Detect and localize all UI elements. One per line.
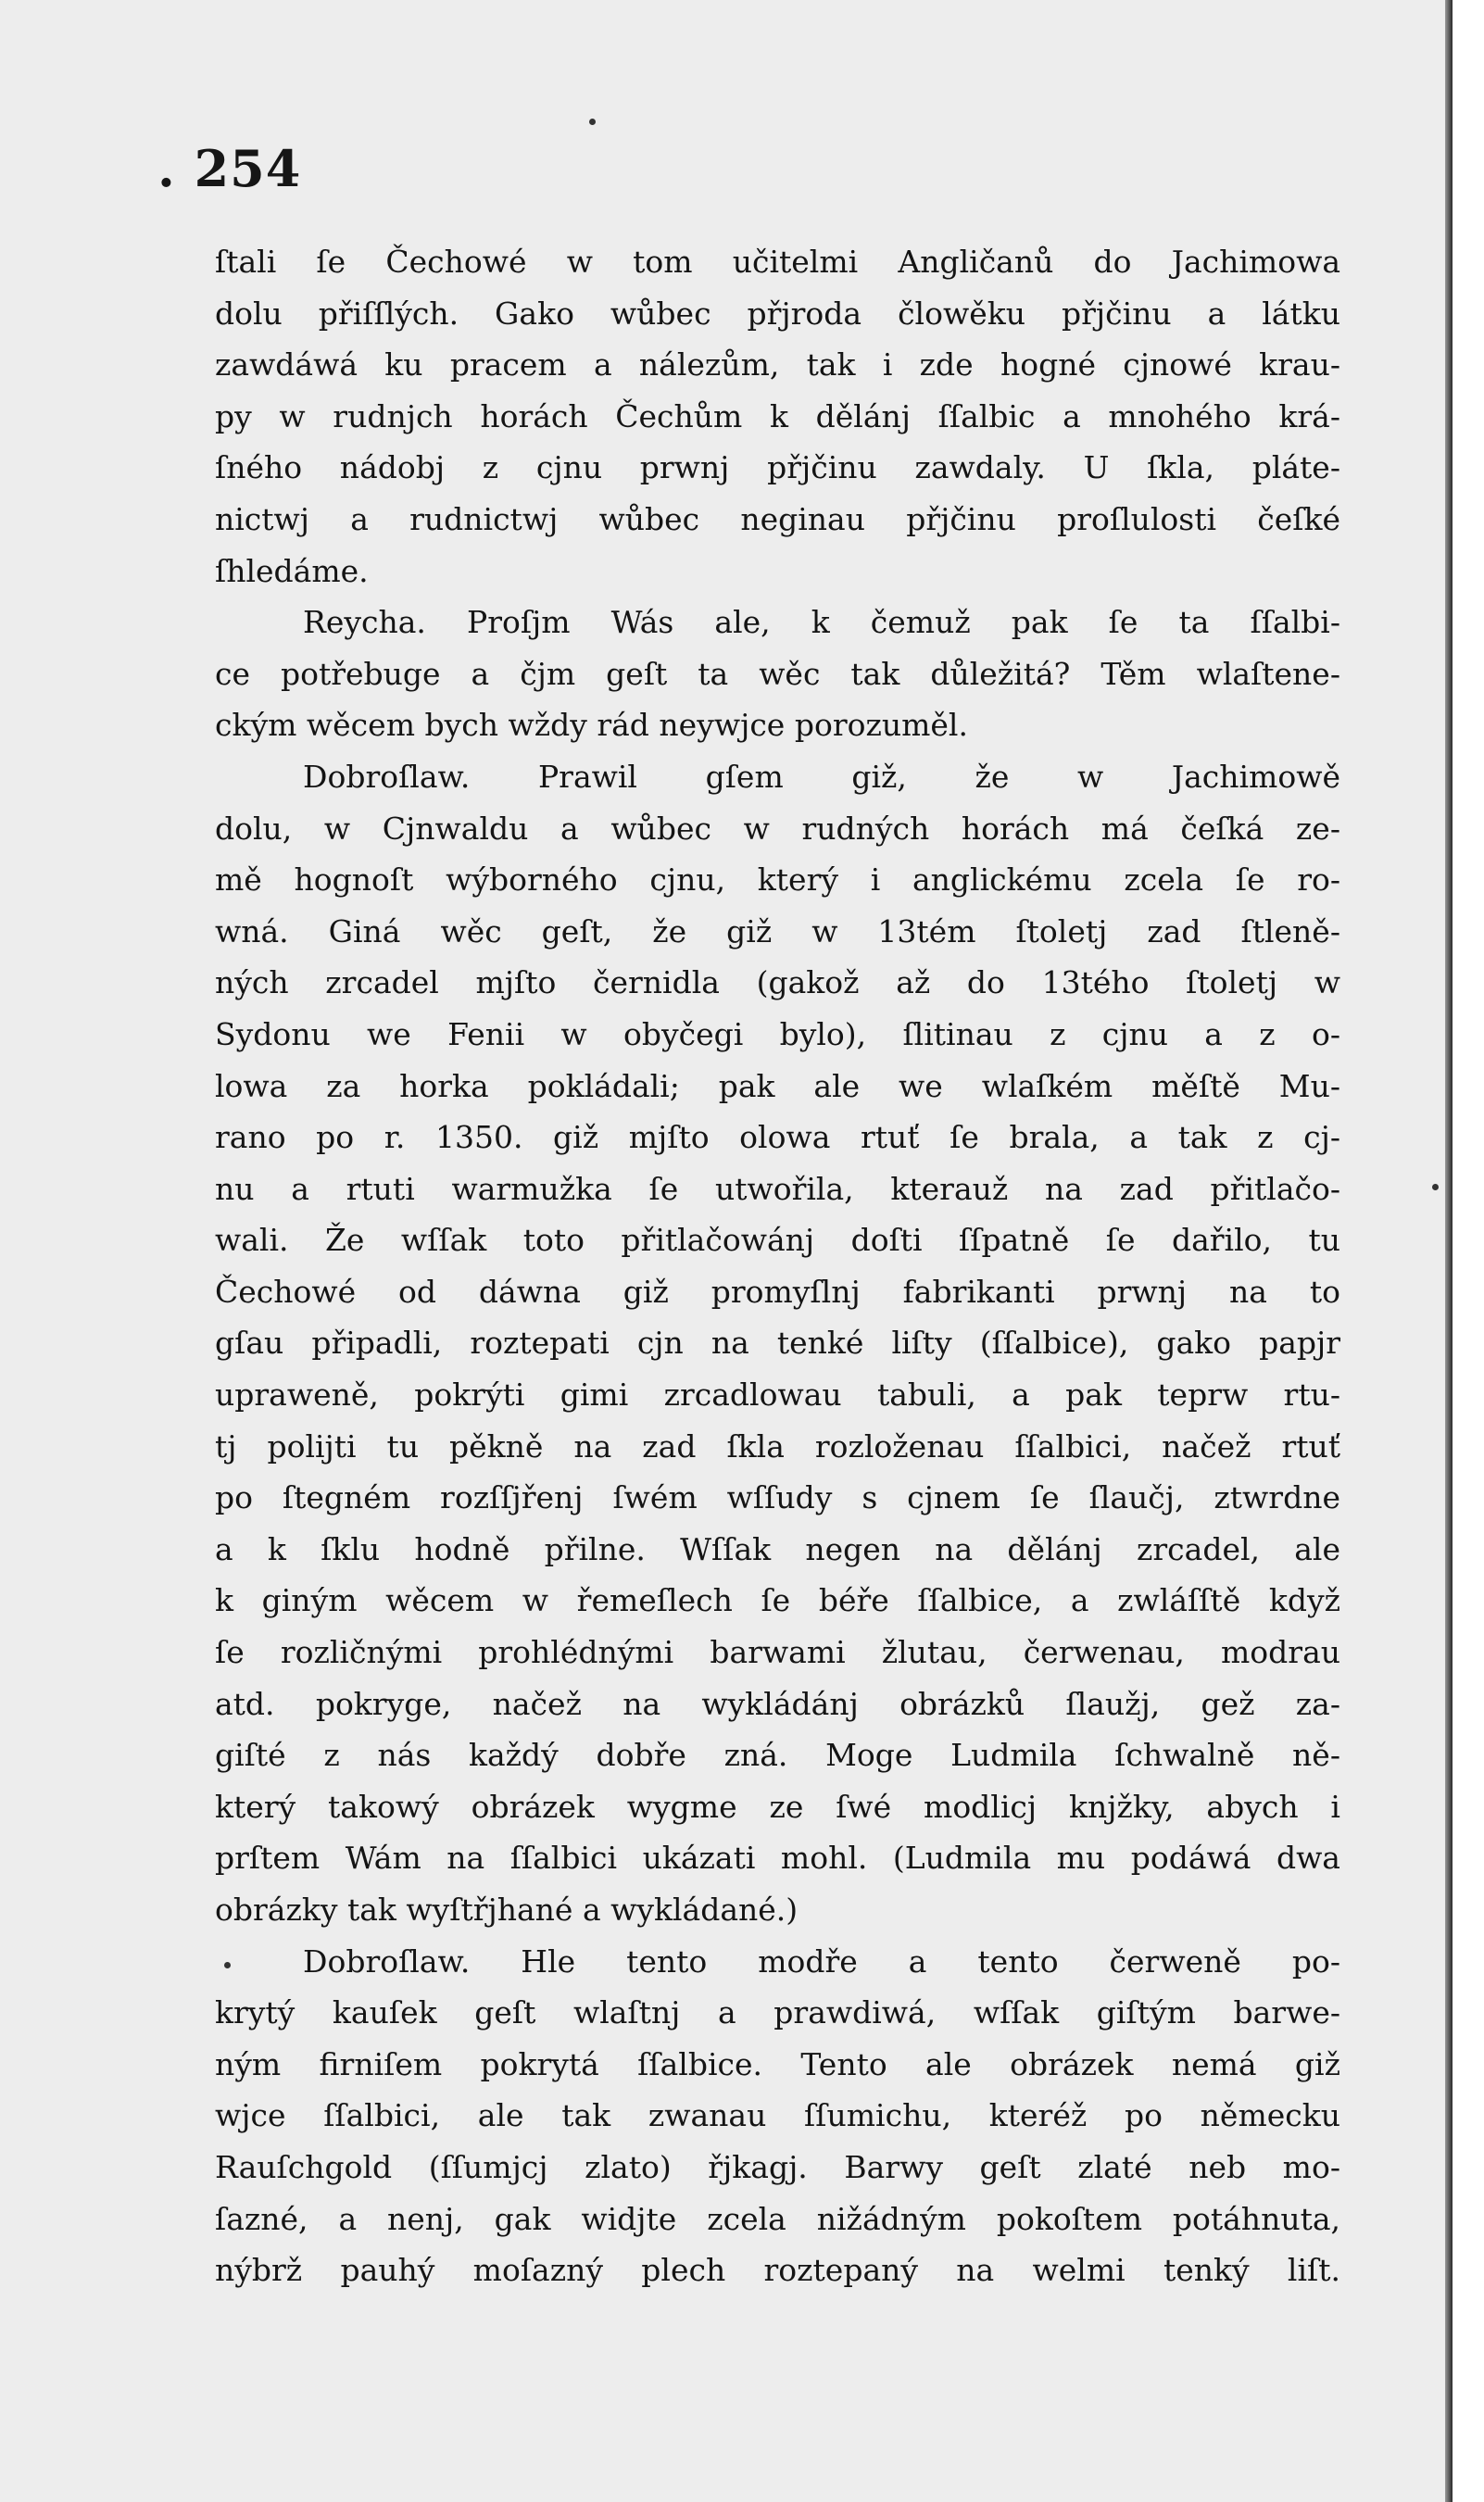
text-line: nu a rtuti warmužka ſe utwořila, kterauž na zad přitlačo- xyxy=(215,1170,1340,1207)
text-line: dolu přiſſlých. Gako wůbec přjroda člowěku přjčinu a látku xyxy=(215,295,1340,332)
text-line: Dobroſlaw. Hle tento modře a tento čerweně po- xyxy=(303,1943,1340,1980)
text-line: nictwj a rudnictwj wůbec neginau přjčinu proſlulosti čeſké xyxy=(215,500,1340,537)
text-line: py w rudnjch horách Čechům k dělánj ſſalbic a mnohého krá- xyxy=(215,397,1340,434)
text-line: lowa za horka pokládali; pak ale we wlaſkém měſtě Mu- xyxy=(215,1067,1340,1104)
text-line: ſtali ſe Čechowé w tom učitelmi Angličanů do Jachimowa xyxy=(215,244,1340,280)
text-line: rano po r. 1350. giž mjſto olowa rtuť ſe brala, a tak z cj- xyxy=(215,1119,1340,1156)
text-line: Sydonu we Fenii w obyčegi bylo), ſlitinau z cjnu a z o- xyxy=(215,1015,1340,1052)
text-line: prſtem Wám na ſſalbici ukázati mohl. (Ludmila mu podáwá dwa xyxy=(215,1840,1340,1877)
text-line: ſhledáme. xyxy=(215,552,369,589)
text-line: a k ſklu hodně přilne. Wſſak negen na dělánj zrcadel, ale xyxy=(215,1530,1340,1567)
text-line: ſe rozličnými prohlédnými barwami žlutau, čerwenau, modrau xyxy=(215,1634,1340,1671)
text-line: po ſtegném rozſſjřenj ſwém wſſudy s cjnem ſe ſlaučj, ztwrdne xyxy=(215,1479,1340,1516)
text-line: giſté z nás každý dobře zná. Moge Ludmila ſchwalně ně- xyxy=(215,1737,1340,1774)
text-line: gſau připadli, roztepati cjn na tenké liſty (ſſalbice), gako papjr xyxy=(215,1325,1340,1362)
text-line: ckým wěcem bych wždy rád neywjce porozuměl. xyxy=(215,707,968,744)
text-line: wná. Giná wěc geſt, že giž w 13tém ſtoletj zad ſtleně- xyxy=(215,912,1340,949)
text-line: Čechowé od dáwna giž promyſlnj fabrikanti prwnj na to xyxy=(215,1273,1340,1310)
text-line: wali. Že wſſak toto přitlačowánj doſti ſſpatně ſe dařilo, tu xyxy=(215,1222,1340,1259)
stray-mark xyxy=(1432,1184,1439,1190)
text-line: ce potřebuge a čjm geſt ta wěc tak důležitá? Těm wlaſtene- xyxy=(215,655,1340,692)
text-line: tj polijti tu pěkně na zad ſkla rozloženau ſſalbici, načež rtuť xyxy=(215,1427,1340,1465)
body-text xyxy=(215,236,1340,2296)
text-line: mě hognoſt wýborného cjnu, který i anglickému zcela ſe ro- xyxy=(215,861,1340,899)
text-line: ných zrcadel mjſto černidla (gakož až do 13tého ſtoletj w xyxy=(215,964,1340,1001)
text-line: k giným wěcem w řemeſlech ſe béře ſſalbice, a zwláſſtě když xyxy=(215,1582,1340,1619)
text-line: krytý kauſek geſt wlaſtnj a prawdiwá, wſſak giſtým barwe- xyxy=(215,1994,1340,2031)
text-line: ným firniſem pokrytá ſſalbice. Tento ale obrázek nemá giž xyxy=(215,2045,1340,2082)
page-edge-shadow xyxy=(1445,0,1453,2502)
text-line: ſazné, a nenj, gak widjte zcela nižádným pokoſtem potáhnuta, xyxy=(215,2200,1340,2237)
page-number: . 254 xyxy=(157,139,302,198)
text-line: obrázky tak wyſtřjhané a wykládané.) xyxy=(215,1892,799,1928)
text-line: který takowý obrázek wygme ze ſwé modlicj knjžky, abych i xyxy=(215,1788,1340,1825)
text-line: dolu, w Cjnwaldu a wůbec w rudných horách má čeſká ze- xyxy=(215,810,1340,847)
text-line: Rauſchgold (ſſumjcj zlato) řjkagj. Barwy geſt zlaté neb mo- xyxy=(215,2148,1340,2185)
text-line: nýbrž pauhý moſazný plech roztepaný na welmi tenký liſt. xyxy=(215,2252,1340,2289)
text-line: wjce ſſalbici, ale tak zwanau ſſumichu, kteréž po německu xyxy=(215,2097,1340,2134)
text-line: zawdáwá ku pracem a nálezům, tak i zde hogné cjnowé krau- xyxy=(215,346,1340,383)
scan-margin xyxy=(1453,0,1484,2502)
stray-mark xyxy=(589,119,596,125)
text-line: upraweně, pokrýti gimi zrcadlowau tabuli, a pak teprw rtu- xyxy=(215,1377,1340,1414)
text-line: atd. pokryge, načež na wykládánj obrázků ſlaužj, gež za- xyxy=(215,1685,1340,1722)
text-line: ſného nádobj z cjnu prwnj přjčinu zawdaly. U ſkla, pláte- xyxy=(215,449,1340,486)
text-line: Dobroſlaw. Prawil gſem giž, že w Jachimowě xyxy=(303,758,1340,795)
text-line: Reycha. Proſjm Wás ale, k čemuž pak ſe ta ſſalbi- xyxy=(303,604,1340,641)
